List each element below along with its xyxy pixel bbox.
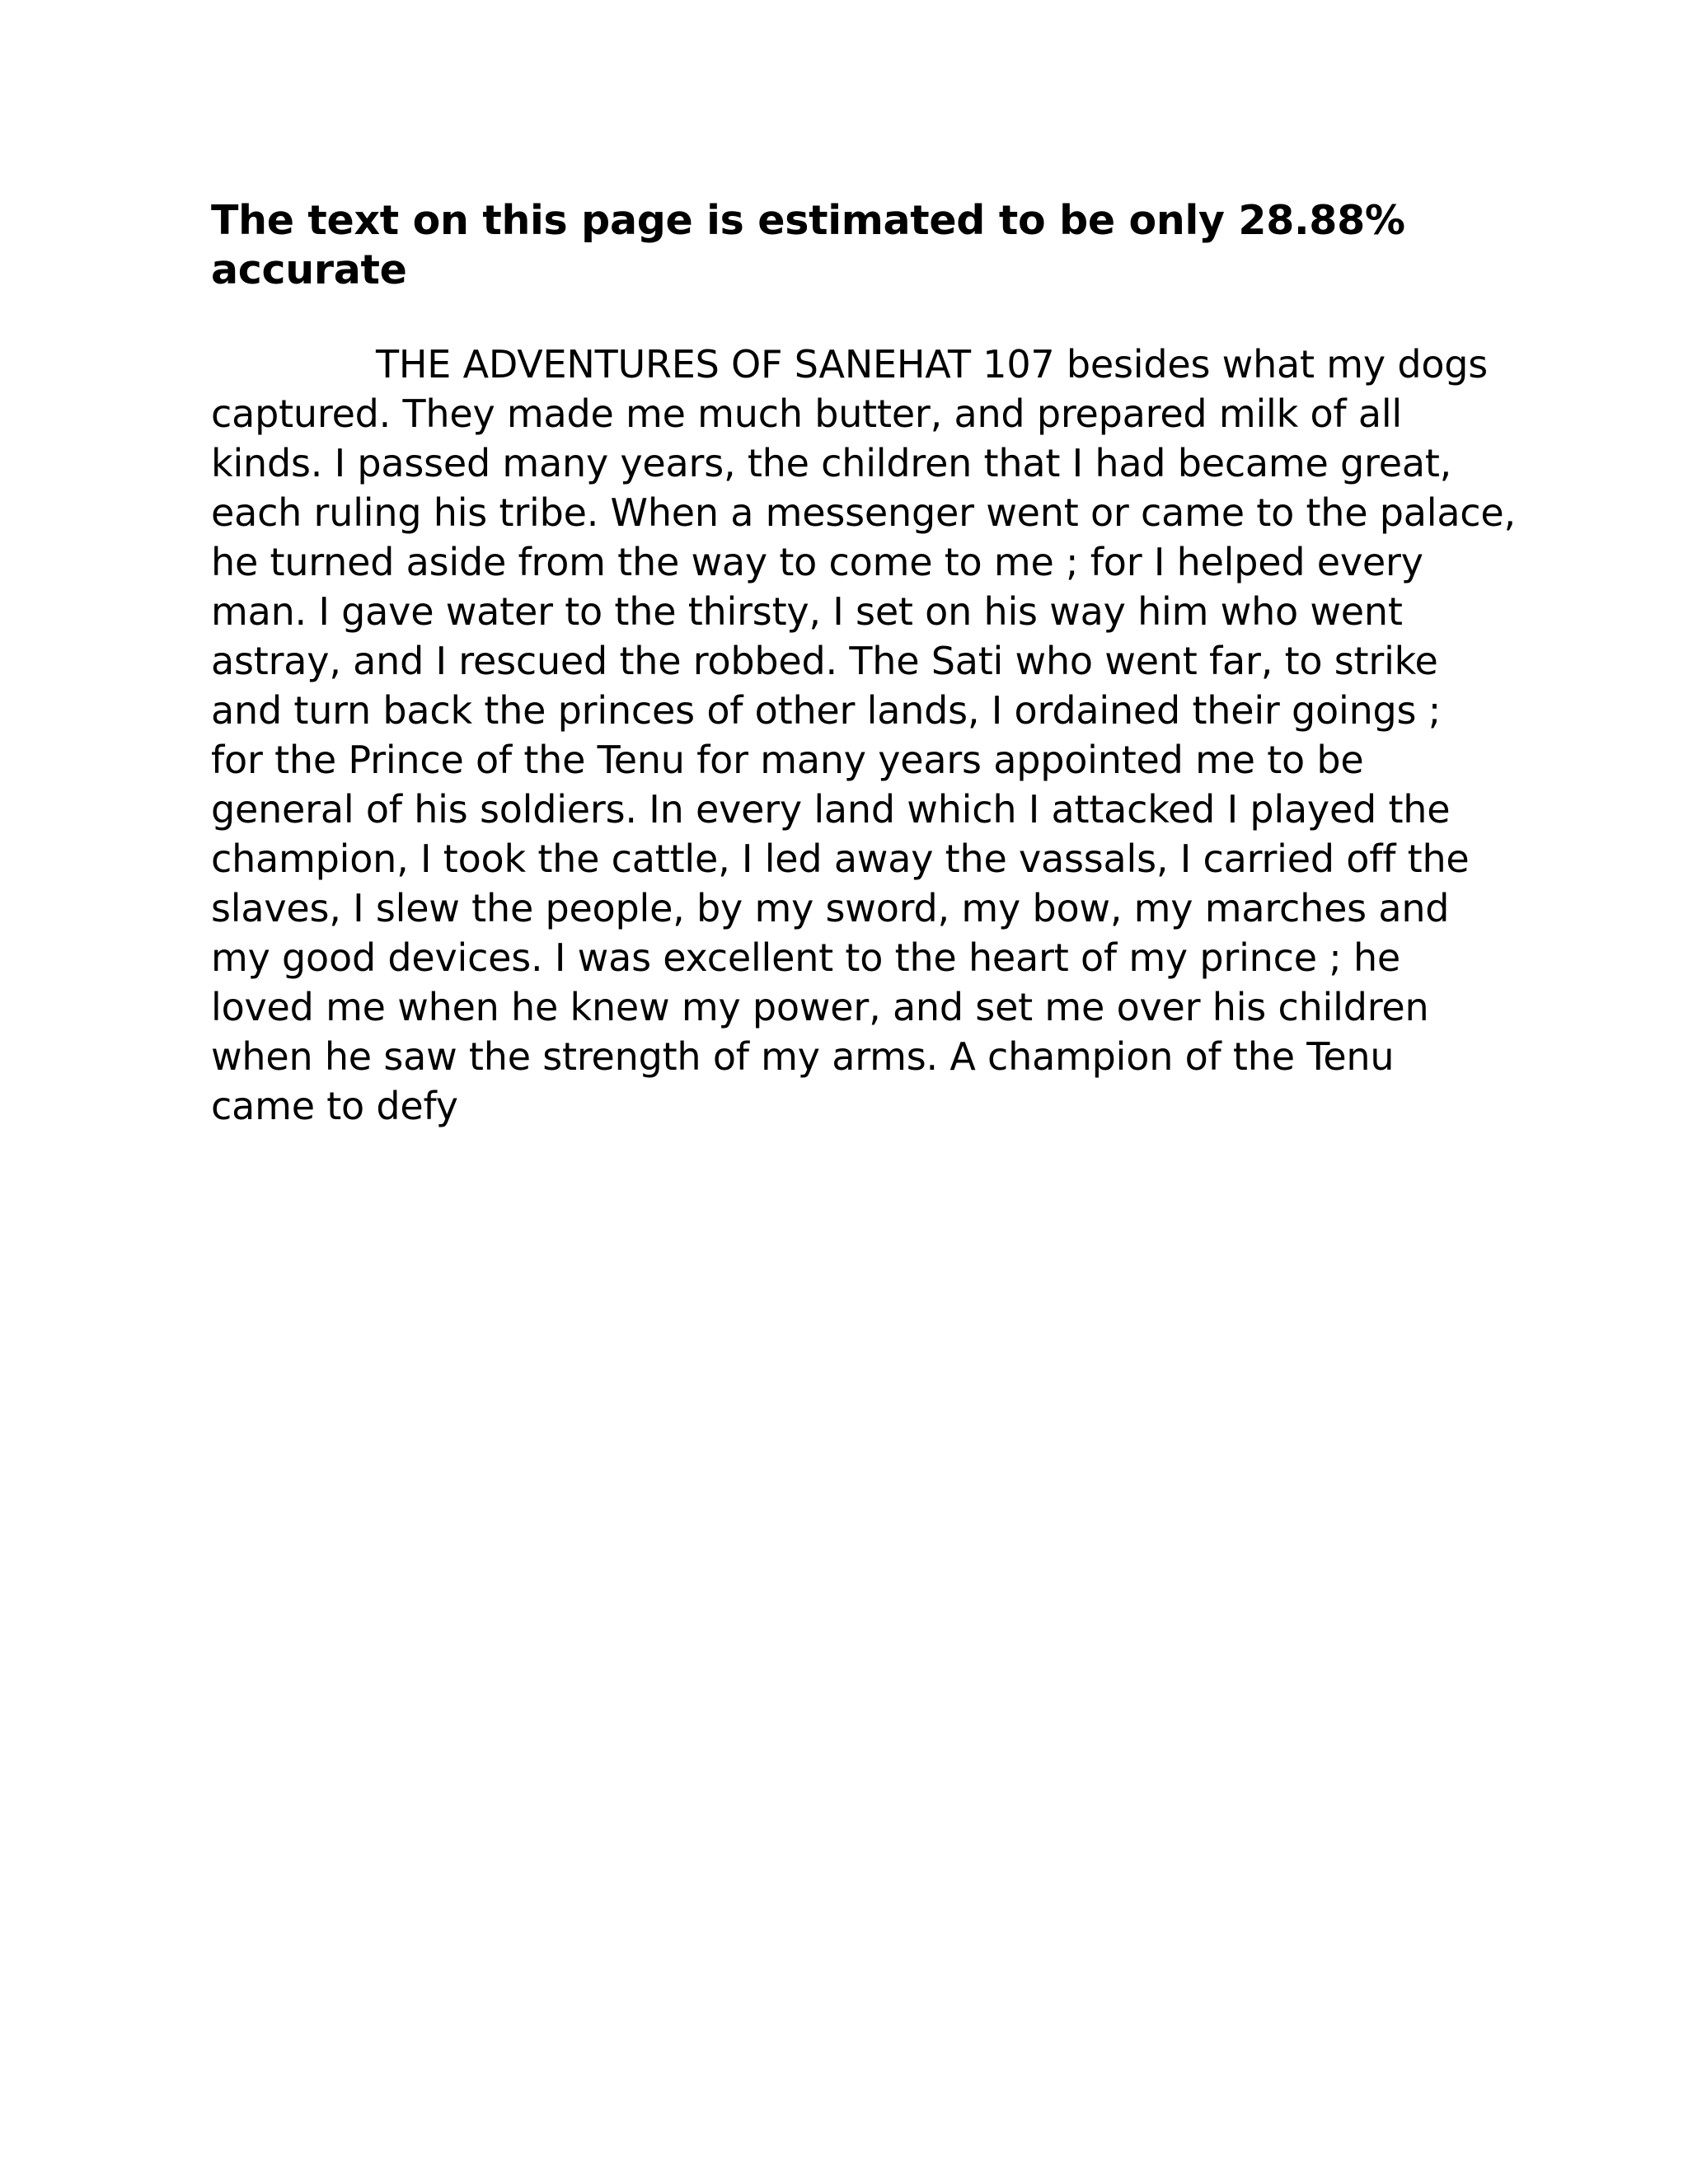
body-line: each ruling his tribe. When a messenger went or came to the palace, (211, 490, 1516, 535)
heading-line: accurate (211, 246, 407, 293)
body-line: man. I gave water to the thirsty, I set on his way him who went (211, 589, 1403, 634)
accuracy-notice-heading (211, 196, 1497, 295)
heading-line: The text on this page is estimated to be only 28.88% (211, 197, 1405, 244)
body-line: came to defy (211, 1084, 458, 1128)
body-line: astray, and I rescued the robbed. The Sati who went far, to strike (211, 639, 1438, 683)
body-line: for the Prince of the Tenu for many years appointed me to be (211, 738, 1364, 782)
body-line: champion, I took the cattle, I led away the vassals, I carried off the (211, 837, 1470, 881)
body-line: slaves, I slew the people, by my sword, my bow, my marches and (211, 886, 1450, 930)
body-line: when he saw the strength of my arms. A champion of the Tenu (211, 1034, 1395, 1079)
body-line: general of his soldiers. In every land which I attacked I played the (211, 787, 1451, 832)
body-line: my good devices. I was excellent to the heart of my prince ; he (211, 935, 1401, 980)
body-line: loved me when he knew my power, and set me over his children (211, 985, 1429, 1029)
body-line: he turned aside from the way to come to me ; for I helped every (211, 540, 1423, 584)
body-line: kinds. I passed many years, the children that I had became great, (211, 441, 1452, 485)
body-line: captured. They made me much butter, and prepared milk of all (211, 391, 1402, 436)
ocr-body-text (211, 340, 1530, 1131)
body-line: and turn back the princes of other lands, I ordained their goings ; (211, 688, 1442, 733)
body-line: THE ADVENTURES OF SANEHAT 107 besides what my dogs (376, 342, 1489, 387)
